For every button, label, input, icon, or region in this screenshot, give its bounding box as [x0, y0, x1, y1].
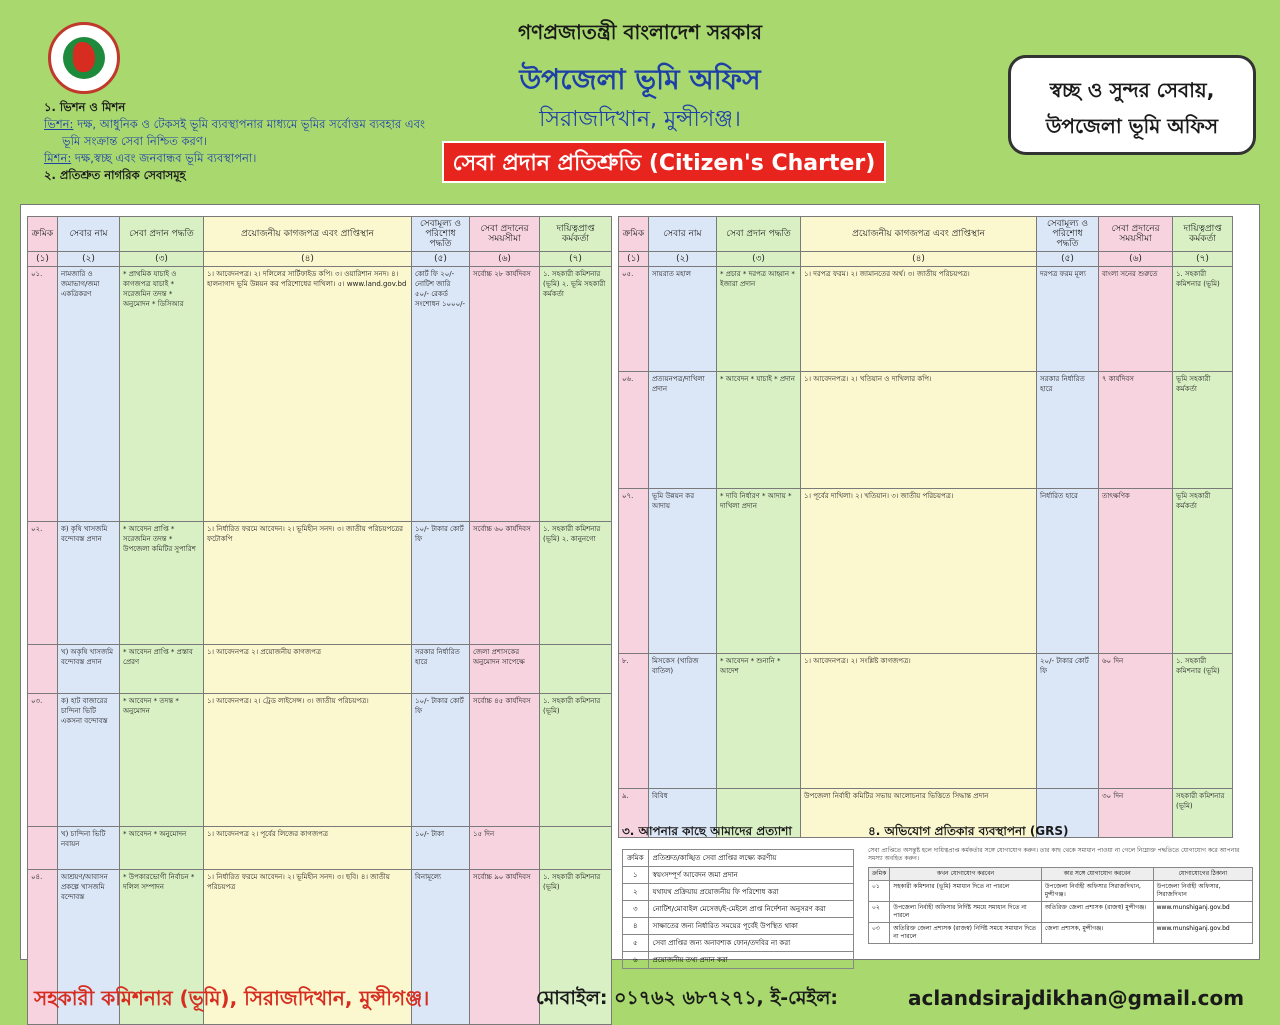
expectation-text: সাক্ষাতের জন্য নির্ধারিত সময়ের পূর্বেই উপস্থিত থাকা — [648, 918, 853, 935]
column-number: (৩) — [717, 252, 801, 267]
cell-sl: ৯. — [619, 789, 649, 838]
grs-cell-when: উপজেলা নির্বাহী অফিসার নির্দিষ্ট সময়ে সমাধান দিতে না পারলে — [890, 902, 1042, 923]
grs-cell-when: সহকারী কমিশনার (ভূমি) সমাধান দিতে না পারলে — [890, 881, 1042, 902]
cell-method: * আবেদন প্রাপ্তি * সরেজমিন তদন্ত * উপজেলা কমিটির সুপারিশ — [120, 522, 204, 645]
cell-time: সর্বোচ্চ ৯০ কার্যদিবস — [470, 870, 540, 1025]
cell-fee: কোর্ট ফি ২০/- নোটিশ জারি ৫০/- রেকর্ড সংশোধন ১০০০/- — [412, 267, 470, 522]
office-location: সিরাজদিখান, মুন্সীগঞ্জ। — [539, 107, 741, 132]
cell-time: সর্বোচ্চ ৪৫ কার্যদিবস — [470, 694, 540, 827]
column-number: (৫) — [412, 252, 470, 267]
expectations-table — [622, 849, 854, 969]
grs-cell-addr: www.munshiganj.gov.bd — [1153, 902, 1252, 923]
cell-fee: সরকার নির্ধারিত হারে — [1037, 372, 1099, 489]
table-row — [28, 694, 612, 827]
expectation-text: যথাযথ প্রক্রিয়ায় প্রয়োজনীয় ফি পরিশোধ করা — [648, 884, 853, 901]
grs-row — [869, 902, 1253, 923]
column-number: (৬) — [1099, 252, 1173, 267]
cell-time: ১৫ দিন — [470, 827, 540, 870]
header — [0, 0, 1280, 205]
cell-officer: ১. সহকারী কমিশনার (ভূমি) ২. ভূমি সহকারী কর্মকর্তা — [540, 267, 612, 522]
expectation-row — [623, 935, 854, 952]
cell-fee: নির্ধারিত হারে — [1037, 489, 1099, 654]
column-number: (২) — [58, 252, 120, 267]
grs-cell-who: অতিরিক্ত জেলা প্রশাসক (রাজস্ব) মুন্সীগঞ্জ। — [1041, 902, 1153, 923]
cell-time: বাংলা সনের শুরুতে — [1099, 267, 1173, 372]
column-header: সেবার নাম — [649, 217, 717, 252]
vision-text-2: ভূমি সংক্রান্ত সেবা নিশ্চিত করণ। — [62, 134, 207, 148]
cell-fee: বিনামূল্যে — [412, 870, 470, 1025]
column-number: (২) — [649, 252, 717, 267]
cell-sl: ০৩. — [28, 694, 58, 827]
column-header: সেবা প্রদান পদ্ধতি — [120, 217, 204, 252]
vision-label: ভিশন: — [44, 117, 74, 131]
grs-cell-n: ০২ — [869, 902, 890, 923]
govt-title: গণপ্রজাতন্ত্রী বাংলাদেশ সরকার — [518, 20, 762, 44]
cell-sl: ০১. — [28, 267, 58, 522]
expectation-row — [623, 952, 854, 969]
cell-docs: ১। নির্ধারিত ফরমে আবেদন। ২। ভূমিহীন সনদ। ৩। জাতীয় পরিচয়পত্রের ফটোকপি — [204, 522, 412, 645]
expectation-number: ৪ — [623, 918, 649, 935]
cell-docs: ১। আবেদনপত্র। ২। খতিয়ান ও দাখিলার কপি। — [801, 372, 1037, 489]
cell-method: * দাবি নির্ধারণ * আদায় * দাখিলা প্রদান — [717, 489, 801, 654]
expectations-section — [622, 823, 854, 969]
cell-method: * উপকারভোগী নির্বাচন * দলিল সম্পাদন — [120, 870, 204, 1025]
table-row — [28, 827, 612, 870]
column-number: (৪) — [801, 252, 1037, 267]
grs-cell-who: উপজেলা নির্বাহী অফিসার সিরাজদিখান, মুন্সীগঞ্জ। — [1041, 881, 1153, 902]
expectation-number: ৬ — [623, 952, 649, 969]
expectation-text: স্বয়ংসম্পূর্ণ আবেদন জমা প্রদান — [648, 867, 853, 884]
grs-section — [868, 823, 1253, 944]
cell-fee: সরকার নির্ধারিত হারে — [412, 645, 470, 694]
grs-column-header: ক্রমিক — [869, 868, 890, 881]
column-header: প্রয়োজনীয় কাগজপত্র এবং প্রাপ্তিস্থান — [801, 217, 1037, 252]
cell-sl: ০৪. — [28, 870, 58, 1025]
cell-officer: সহকারী কমিশনার (ভূমি) — [1173, 789, 1233, 838]
cell-docs: ১। দরপত্র ফরম। ২। জামানতের অর্থ। ৩। জাতীয় পরিচয়পত্র। — [801, 267, 1037, 372]
grs-cell-who: জেলা প্রশাসক, মুন্সীগঞ্জ। — [1041, 923, 1153, 944]
slogan-line-2: উপজেলা ভূমি অফিস — [1045, 114, 1219, 138]
grs-cell-addr: উপজেলা নির্বাহী অফিসার, সিরাজদিখান — [1153, 881, 1252, 902]
footer-email-link[interactable]: aclandsirajdikhan@gmail.com — [908, 986, 1245, 1010]
column-number: (৩) — [120, 252, 204, 267]
cell-sl: ০৭. — [619, 489, 649, 654]
cell-name: সায়রাত মহাল — [649, 267, 717, 372]
cell-name: প্রত্যয়নপত্র/দাখিলা প্রদান — [649, 372, 717, 489]
cell-officer: ১. সহকারী কমিশনার (ভূমি) — [1173, 654, 1233, 789]
cell-name: খ) চান্দিনা ভিটি নবায়ন — [58, 827, 120, 870]
footer-office: সহকারী কমিশনার (ভূমি), সিরাজদিখান, মুন্সীগঞ্জ। — [34, 986, 430, 1010]
cell-fee: ১০/- টাকা — [412, 827, 470, 870]
expectation-row — [623, 901, 854, 918]
column-header: ক্রমিক — [619, 217, 649, 252]
cell-time: ৬০ দিন — [1099, 654, 1173, 789]
cell-fee: ১০/- টাকার কোর্ট ফি — [412, 522, 470, 645]
grs-cell-when: অতিরিক্ত জেলা প্রশাসক (রাজস্ব) নির্দিষ্ট সময়ে সমাধান দিতে না পারলে — [890, 923, 1042, 944]
vision-mission — [44, 99, 484, 184]
cell-officer: ১. সহকারী কমিশনার (ভূমি) ২. কানুনগো — [540, 522, 612, 645]
table-row — [619, 267, 1233, 372]
grs-cell-n: ০১ — [869, 881, 890, 902]
cell-method: * প্রচার * দরপত্র আহ্বান * ইজারা প্রদান — [717, 267, 801, 372]
column-header: দায়িত্বপ্রাপ্ত কর্মকর্তা — [1173, 217, 1233, 252]
expectation-number: ১ — [623, 867, 649, 884]
cell-time: ৩০ দিন — [1099, 789, 1173, 838]
cell-docs: ১। আবেদনপত্র। ২। দলিলের সার্টিফাইড কপি। ৩। ওয়ারিশান সনদ। ৪। হালনাগাদ ভূমি উন্নয়ন কর পরিশোধের দাখিলা। ৫। www.land.gov.bd — [204, 267, 412, 522]
expectation-text: সেবা প্রাপ্তির জন্য অনাবশ্যক ফোন/তদবির না করা — [648, 935, 853, 952]
charter-banner: সেবা প্রদান প্রতিশ্রুতি (Citizen's Charter) — [442, 141, 886, 183]
column-header: সেবা প্রদান পদ্ধতি — [717, 217, 801, 252]
cell-docs: ১। পূর্বের দাখিলা। ২। খতিয়ান। ৩। জাতীয় পরিচয়পত্র। — [801, 489, 1037, 654]
cell-officer — [540, 827, 612, 870]
vision-text: দক্ষ, আধুনিক ও টেকসই ভূমি ব্যবস্থাপনার মাধ্যমে ভূমির সর্বোত্তম ব্যবহার এবং — [77, 117, 425, 131]
grs-column-header: কার সঙ্গে যোগাযোগ করবেন — [1041, 868, 1153, 881]
table-row — [619, 372, 1233, 489]
expectation-text: নোটিশ/মোবাইল মেসেজ/ই-মেইলে প্রাপ্ত নির্দেশনা অনুসরণ করা — [648, 901, 853, 918]
expectation-number: ৩ — [623, 901, 649, 918]
footer-mobile: মোবাইল: ০১৭৬২ ৬৮৭২৭১, ই-মেইল: — [536, 987, 839, 1009]
cell-sl: ০৬. — [619, 372, 649, 489]
grs-column-header: কখন যোগাযোগ করবেন — [890, 868, 1042, 881]
grs-column-header: যোগাযোগের ঠিকানা — [1153, 868, 1252, 881]
column-header: সেবার নাম — [58, 217, 120, 252]
expectation-row — [623, 884, 854, 901]
cell-name: নামজারি ও জমাভাগ/জমা একত্রিকরণ — [58, 267, 120, 522]
cell-method: * আবেদন * শুনানি * আদেশ — [717, 654, 801, 789]
cell-name: ভূমি উন্নয়ন কর আদায় — [649, 489, 717, 654]
cell-docs: ১। আবেদনপত্র। ২। ট্রেড লাইসেন্স। ৩। জাতীয় পরিচয়পত্র। — [204, 694, 412, 827]
cell-docs: ১। আবেদনপত্র। ২। সংশ্লিষ্ট কাগজপত্র। — [801, 654, 1037, 789]
cell-name: ক) হাট বাজারের চান্দিনা ভিটি একসনা বন্দোবস্ত — [58, 694, 120, 827]
vision-mission-heading: ১. ভিশন ও মিশন — [44, 100, 126, 114]
services-heading: ২. প্রতিশ্রুত নাগরিক সেবাসমূহ — [44, 168, 186, 182]
column-number: (৬) — [470, 252, 540, 267]
cell-name: আশ্রয়ণ/আবাসন প্রকল্পে খাসজমি বন্দোবস্ত — [58, 870, 120, 1025]
column-header: ক্রমিক — [28, 217, 58, 252]
column-header: সেবামূল্য ও পরিশোধ পদ্ধতি — [412, 217, 470, 252]
column-header: সেবামূল্য ও পরিশোধ পদ্ধতি — [1037, 217, 1099, 252]
cell-name: মিসকেস (খারিজ বাতিল) — [649, 654, 717, 789]
cell-method: * আবেদন প্রাপ্তি * প্রস্তাব প্রেরণ — [120, 645, 204, 694]
expectation-number: ৫ — [623, 935, 649, 952]
grs-cell-n: ০৩ — [869, 923, 890, 944]
column-header: দায়িত্বপ্রাপ্ত কর্মকর্তা — [540, 217, 612, 252]
expectation-row — [623, 867, 854, 884]
cell-sl — [28, 645, 58, 694]
column-header: প্রয়োজনীয় কাগজপত্র এবং প্রাপ্তিস্থান — [204, 217, 412, 252]
expectations-heading: ৩. আপনার কাছে আমাদের প্রত্যাশা — [622, 824, 792, 838]
cell-sl: ০৫. — [619, 267, 649, 372]
cell-method: * আবেদন * তদন্ত * অনুমোদন — [120, 694, 204, 827]
cell-officer: ভূমি সহকারী কর্মকর্তা — [1173, 489, 1233, 654]
cell-officer: ১. সহকারী কমিশনার (ভূমি) — [540, 694, 612, 827]
cell-docs: ১। আবেদনপত্র ২। প্রয়োজনীয় কাগজপত্র — [204, 645, 412, 694]
grs-cell-addr: www.munshiganj.gov.bd — [1153, 923, 1252, 944]
cell-fee: ২০/- টাকার কোর্ট ফি — [1037, 654, 1099, 789]
cell-officer: ১. সহকারী কমিশনার (ভূমি) — [1173, 267, 1233, 372]
mission-text: দক্ষ,স্বচ্ছ এবং জনবান্ধব ভূমি ব্যবস্থাপনা। — [74, 151, 257, 165]
office-title: উপজেলা ভূমি অফিস — [519, 63, 761, 96]
cell-officer — [540, 645, 612, 694]
grs-row — [869, 923, 1253, 944]
cell-name: খ) অকৃষি খাসজমি বন্দোবস্ত প্রদান — [58, 645, 120, 694]
slogan-line-1: স্বচ্ছ ও সুন্দর সেবায়, — [1049, 78, 1215, 102]
expectation-row — [623, 918, 854, 935]
cell-sl: ০২. — [28, 522, 58, 645]
cell-officer: ভূমি সহকারী কর্মকর্তা — [1173, 372, 1233, 489]
cell-sl — [28, 827, 58, 870]
column-number: (১) — [28, 252, 58, 267]
column-number: (৫) — [1037, 252, 1099, 267]
cell-method: * আবেদন * যাচাই * প্রদান — [717, 372, 801, 489]
column-number: (৭) — [540, 252, 612, 267]
footer — [0, 978, 1280, 1018]
cell-docs: ১। নির্ধারিত ফরমে আবেদন। ২। ভূমিহীন সনদ। ৩। ছবি। ৪। জাতীয় পরিচয়পত্র — [204, 870, 412, 1025]
table-row — [619, 489, 1233, 654]
table-row — [28, 522, 612, 645]
cell-time: জেলা প্রশাসকের অনুমোদন সাপেক্ষে — [470, 645, 540, 694]
grs-row — [869, 881, 1253, 902]
cell-fee: ১০/- টাকার কোর্ট ফি — [412, 694, 470, 827]
expectation-text: প্রয়োজনীয় তথ্য প্রদান করা — [648, 952, 853, 969]
grs-intro: সেবা প্রাপ্তিতে অসন্তুষ্ট হলে দায়িত্বপ্রাপ্ত কর্মকর্তার সঙ্গে যোগাযোগ করুন। তার কাছ থেকে সমাধান পাওয়া না গেলে নিম্নোক্ত পদ্ধতিতে যোগাযোগ করে আপনার সমস্যা অবহিত করুন। — [868, 847, 1240, 862]
cell-fee: দরপত্র ফরম মূল্য — [1037, 267, 1099, 372]
expectation-number: ২ — [623, 884, 649, 901]
cell-time: ৭ কার্যদিবস — [1099, 372, 1173, 489]
grs-heading: ৪. অভিযোগ প্রতিকার ব্যবস্থাপনা (GRS) — [868, 824, 1069, 838]
table-row — [619, 654, 1233, 789]
column-number: (৪) — [204, 252, 412, 267]
column-number: (১) — [619, 252, 649, 267]
cell-name: বিবিধ — [649, 789, 717, 838]
mission-label: মিশন: — [44, 151, 72, 165]
cell-name: ক) কৃষি খাসজমি বন্দোবস্ত প্রদান — [58, 522, 120, 645]
cell-officer: ১. সহকারী কমিশনার (ভূমি) — [540, 870, 612, 1025]
table-row — [28, 267, 612, 522]
cell-time: সর্বোচ্চ ২৮ কার্যদিবস — [470, 267, 540, 522]
cell-sl: ৮. — [619, 654, 649, 789]
slogan-box — [1008, 55, 1256, 155]
table-row — [28, 645, 612, 694]
cell-time: সর্বোচ্চ ৬০ কার্যদিবস — [470, 522, 540, 645]
services-table-right — [618, 216, 1233, 838]
column-number: (৭) — [1173, 252, 1233, 267]
column-header: সেবা প্রদানের সময়সীমা — [1099, 217, 1173, 252]
exp-col-text: প্রতিশ্রুত/কাঙ্খিত সেবা প্রাপ্তির লক্ষ্যে করণীয় — [648, 850, 853, 867]
cell-method: * আবেদন * অনুমোদন — [120, 827, 204, 870]
cell-docs: ১। আবেদনপত্র ২। পূর্বের লিজের কাগজপত্র — [204, 827, 412, 870]
cell-time: তাৎক্ষণিক — [1099, 489, 1173, 654]
services-table-left — [27, 216, 612, 1025]
cell-docs: উপজেলা নির্বাহী কমিটির সভায় আলোচনার ভিত্তিতে সিদ্ধান্ত প্রদান — [801, 789, 1037, 838]
column-header: সেবা প্রদানের সময়সীমা — [470, 217, 540, 252]
cell-method: * প্রাথমিক যাচাই ও কাগজপত্র যাচাই * সরেজমিন তদন্ত * অনুমোদন * ডিসিআর — [120, 267, 204, 522]
exp-col-sl: ক্রমিক — [623, 850, 649, 867]
grs-table — [868, 867, 1253, 944]
